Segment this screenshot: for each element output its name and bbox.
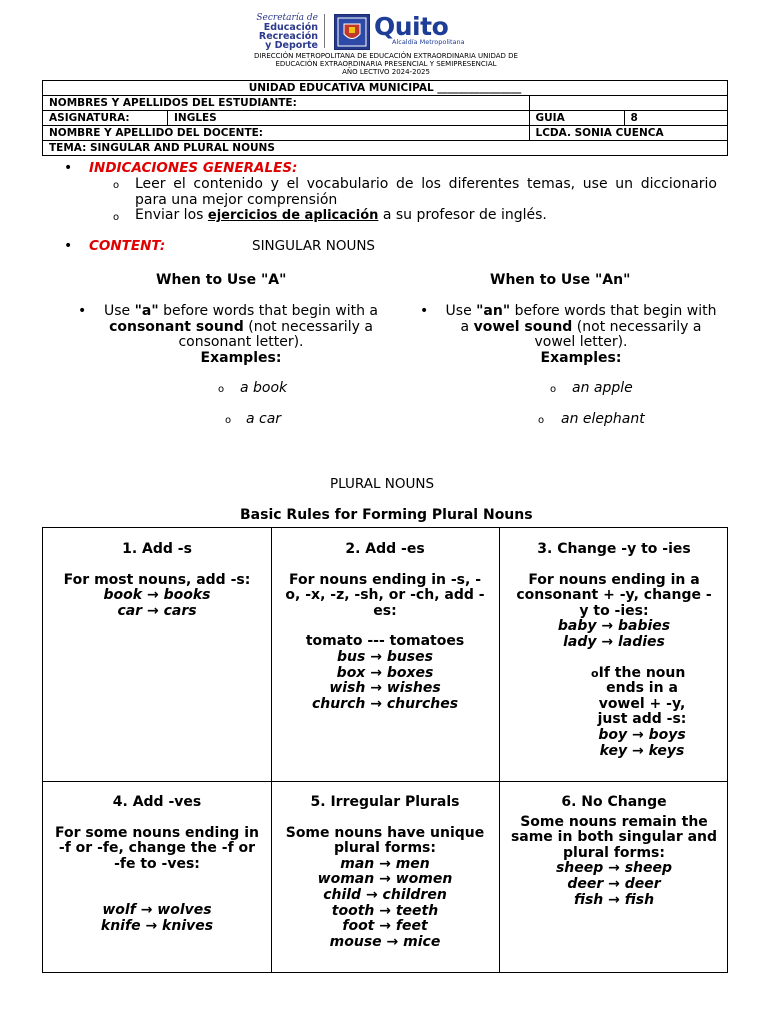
rule-desc: same in both singular and <box>510 829 718 846</box>
rule-sub: vowel + -y, <box>598 695 686 712</box>
indicaciones-item1-line2: para una mejor comprensión <box>135 192 338 208</box>
secretaria-line1: Secretaría de <box>256 13 318 23</box>
rule-example: tomato --- tomatoes <box>305 633 465 650</box>
content-label: CONTENT: <box>89 238 166 254</box>
direccion-line2: EDUCACIÓN EXTRAORDINARIA PRESENCIAL Y SEMIPRESENCIAL <box>275 60 497 68</box>
rule-example: book → books <box>103 587 211 604</box>
an-bullet: • <box>420 303 429 319</box>
guia-value: 8 <box>630 112 638 124</box>
an-rest2: (not necessarily a <box>572 318 702 335</box>
quito-shield-icon <box>334 14 370 50</box>
guia-label: GUIA <box>530 111 625 125</box>
when-a-title: When to Use "A" <box>156 272 287 288</box>
rule-example: knife → knives <box>100 917 214 934</box>
rule-desc: -fe to -ves: <box>114 855 200 872</box>
a-example-2: a car <box>246 411 282 427</box>
rule-desc: -f or -fe, change the -f or <box>58 840 256 857</box>
a-rest2: (not necessarily a <box>243 318 373 335</box>
asignatura-label: ASIGNATURA: <box>43 111 168 126</box>
nombres-label: NOMBRES Y APELLIDOS DEL ESTUDIANTE: <box>43 96 530 111</box>
secretaria-line3: Recreación <box>258 31 318 42</box>
rule-desc: y to -ies: <box>579 602 649 619</box>
rule-example: wish → wishes <box>329 680 441 697</box>
rule-add-es <box>271 542 499 712</box>
secretaria-logo <box>246 13 318 51</box>
rule-change-y-ies <box>499 542 729 759</box>
plural-rules-table <box>42 527 728 973</box>
circle-bullet: o <box>591 666 599 680</box>
rule-example: church → churches <box>311 695 459 712</box>
rule-sub-note <box>499 666 729 760</box>
indicaciones-item1-line1: Leer el contenido y el vocabulario de los diferentes temas, use un diccionario <box>135 176 717 192</box>
rule-example: deer → deer <box>567 875 661 892</box>
rule-title: 6. No Change <box>561 794 667 810</box>
docente-label: NOMBRE Y APELLIDO DEL DOCENTE: <box>43 126 530 141</box>
rule-example: fish → fish <box>573 891 655 908</box>
rule-desc: For some nouns ending in <box>55 824 259 841</box>
an-rest3: vowel letter). <box>534 334 628 350</box>
logo-divider <box>324 14 325 48</box>
secretaria-line4: y Deporte <box>265 40 318 51</box>
circle-bullet: o <box>538 415 545 426</box>
rule-example: baby → babies <box>557 618 671 635</box>
rule-desc: consonant + -y, change - <box>516 587 712 604</box>
a-bullet: • <box>78 303 87 319</box>
rule-example: car → cars <box>117 602 197 619</box>
a-example-1: a book <box>240 380 288 396</box>
rule-desc: For most nouns, add -s: <box>63 571 251 588</box>
secretaria-line2: Educación <box>263 22 318 33</box>
circle-bullet: o <box>550 384 557 395</box>
student-info-table <box>42 80 728 156</box>
rule-title: 4. Add -ves <box>112 794 202 810</box>
docente-value: LCDA. SONIA CUENCA <box>529 126 727 141</box>
a-consonant-sound: consonant sound <box>109 318 244 335</box>
an-letter: "an" <box>476 303 511 319</box>
a-letter: "a" <box>134 303 159 319</box>
rule-example: key → keys <box>599 742 685 759</box>
rule-example: foot → feet <box>342 918 428 935</box>
rules-title: Basic Rules for Forming Plural Nouns <box>240 507 533 523</box>
an-pre2: a <box>460 318 474 335</box>
direccion-line3: AÑO LECTIVO 2024-2025 <box>342 68 430 76</box>
rule-example: woman → women <box>317 871 453 888</box>
rule-desc: es: <box>373 602 397 619</box>
an-example-1: an apple <box>572 380 633 396</box>
asignatura-value: INGLES <box>168 111 530 126</box>
rule-example: tooth → teeth <box>331 902 439 919</box>
grid-line <box>43 781 727 782</box>
circle-bullet: o <box>225 415 232 426</box>
indicaciones-bullet: • <box>64 160 73 176</box>
singular-nouns-title: SINGULAR NOUNS <box>252 238 376 254</box>
nombres-value-field[interactable] <box>529 96 727 111</box>
rule-desc: Some nouns remain the <box>520 813 708 830</box>
when-a-rule <box>88 304 394 366</box>
alcaldia-text: Alcaldía Metropolitana <box>392 38 465 46</box>
rule-title: 1. Add -s <box>122 541 192 557</box>
rule-title: 3. Change -y to -ies <box>537 541 691 557</box>
rule-desc: o, -x, -z, -sh, or -ch, add - <box>285 587 485 604</box>
indicaciones-item2 <box>135 208 547 224</box>
rule-title: 2. Add -es <box>345 541 425 557</box>
rule-sub: If the noun <box>598 664 686 681</box>
an-rest1: before words that begin with <box>510 303 717 319</box>
rule-sub: just add -s: <box>597 711 687 728</box>
rule-irregular <box>271 795 499 950</box>
rule-add-ves <box>43 795 271 935</box>
rule-example: boy → boys <box>598 726 686 743</box>
guia-cell <box>529 111 727 126</box>
an-example-2: an elephant <box>561 411 645 427</box>
rule-example: bus → buses <box>337 648 433 665</box>
rule-add-s <box>43 542 271 619</box>
rule-sub: ends in a <box>606 680 678 697</box>
rule-no-change <box>499 795 729 908</box>
rule-desc: Some nouns have unique <box>285 824 485 841</box>
rule-desc: plural forms: <box>334 840 436 857</box>
rule-example: man → men <box>340 855 430 872</box>
circle-bullet: o <box>218 384 225 395</box>
when-an-title: When to Use "An" <box>490 272 631 288</box>
a-use: Use <box>104 303 135 319</box>
rule-desc: For nouns ending in -s, - <box>288 571 482 588</box>
item2-post: a su profesor de inglés. <box>378 207 547 223</box>
an-vowel-sound: vowel sound <box>473 318 573 335</box>
rule-title: 5. Irregular Plurals <box>310 794 460 810</box>
plural-nouns-title: PLURAL NOUNS <box>330 476 435 492</box>
circle-bullet: o <box>113 180 120 191</box>
a-rest3: consonant letter). <box>178 334 304 350</box>
quito-logo-text: Quito <box>374 12 449 41</box>
unidad-cell: UNIDAD EDUCATIVA MUNICIPAL ________________ <box>43 81 728 96</box>
indicaciones-title: INDICACIONES GENERALES: <box>89 160 298 176</box>
content-bullet: • <box>64 238 73 254</box>
rule-desc: For nouns ending in a <box>528 571 700 588</box>
an-examples-label: Examples: <box>540 349 622 366</box>
a-examples-label: Examples: <box>200 349 282 366</box>
tema-cell: TEMA: SINGULAR AND PLURAL NOUNS <box>43 141 728 156</box>
a-rest1: before words that begin with a <box>158 303 378 319</box>
direccion-line1: DIRECCIÓN METROPOLITANA DE EDUCACIÓN EXTRAORDINARIA UNIDAD DE <box>254 52 518 60</box>
ejercicios-link: ejercicios de aplicación <box>207 208 379 223</box>
rule-example: child → children <box>323 886 447 903</box>
rule-example: mouse → mice <box>329 933 441 950</box>
rule-example: lady → ladies <box>563 633 665 650</box>
rule-desc: plural forms: <box>563 844 665 861</box>
rule-example: sheep → sheep <box>555 860 673 877</box>
rule-example: wolf → wolves <box>102 902 212 919</box>
circle-bullet: o <box>113 212 120 223</box>
an-use: Use <box>445 303 477 319</box>
item2-pre: Enviar los <box>135 207 208 223</box>
when-an-rule <box>428 304 734 366</box>
direccion-heading <box>200 52 572 76</box>
rule-example: box → boxes <box>336 664 434 681</box>
